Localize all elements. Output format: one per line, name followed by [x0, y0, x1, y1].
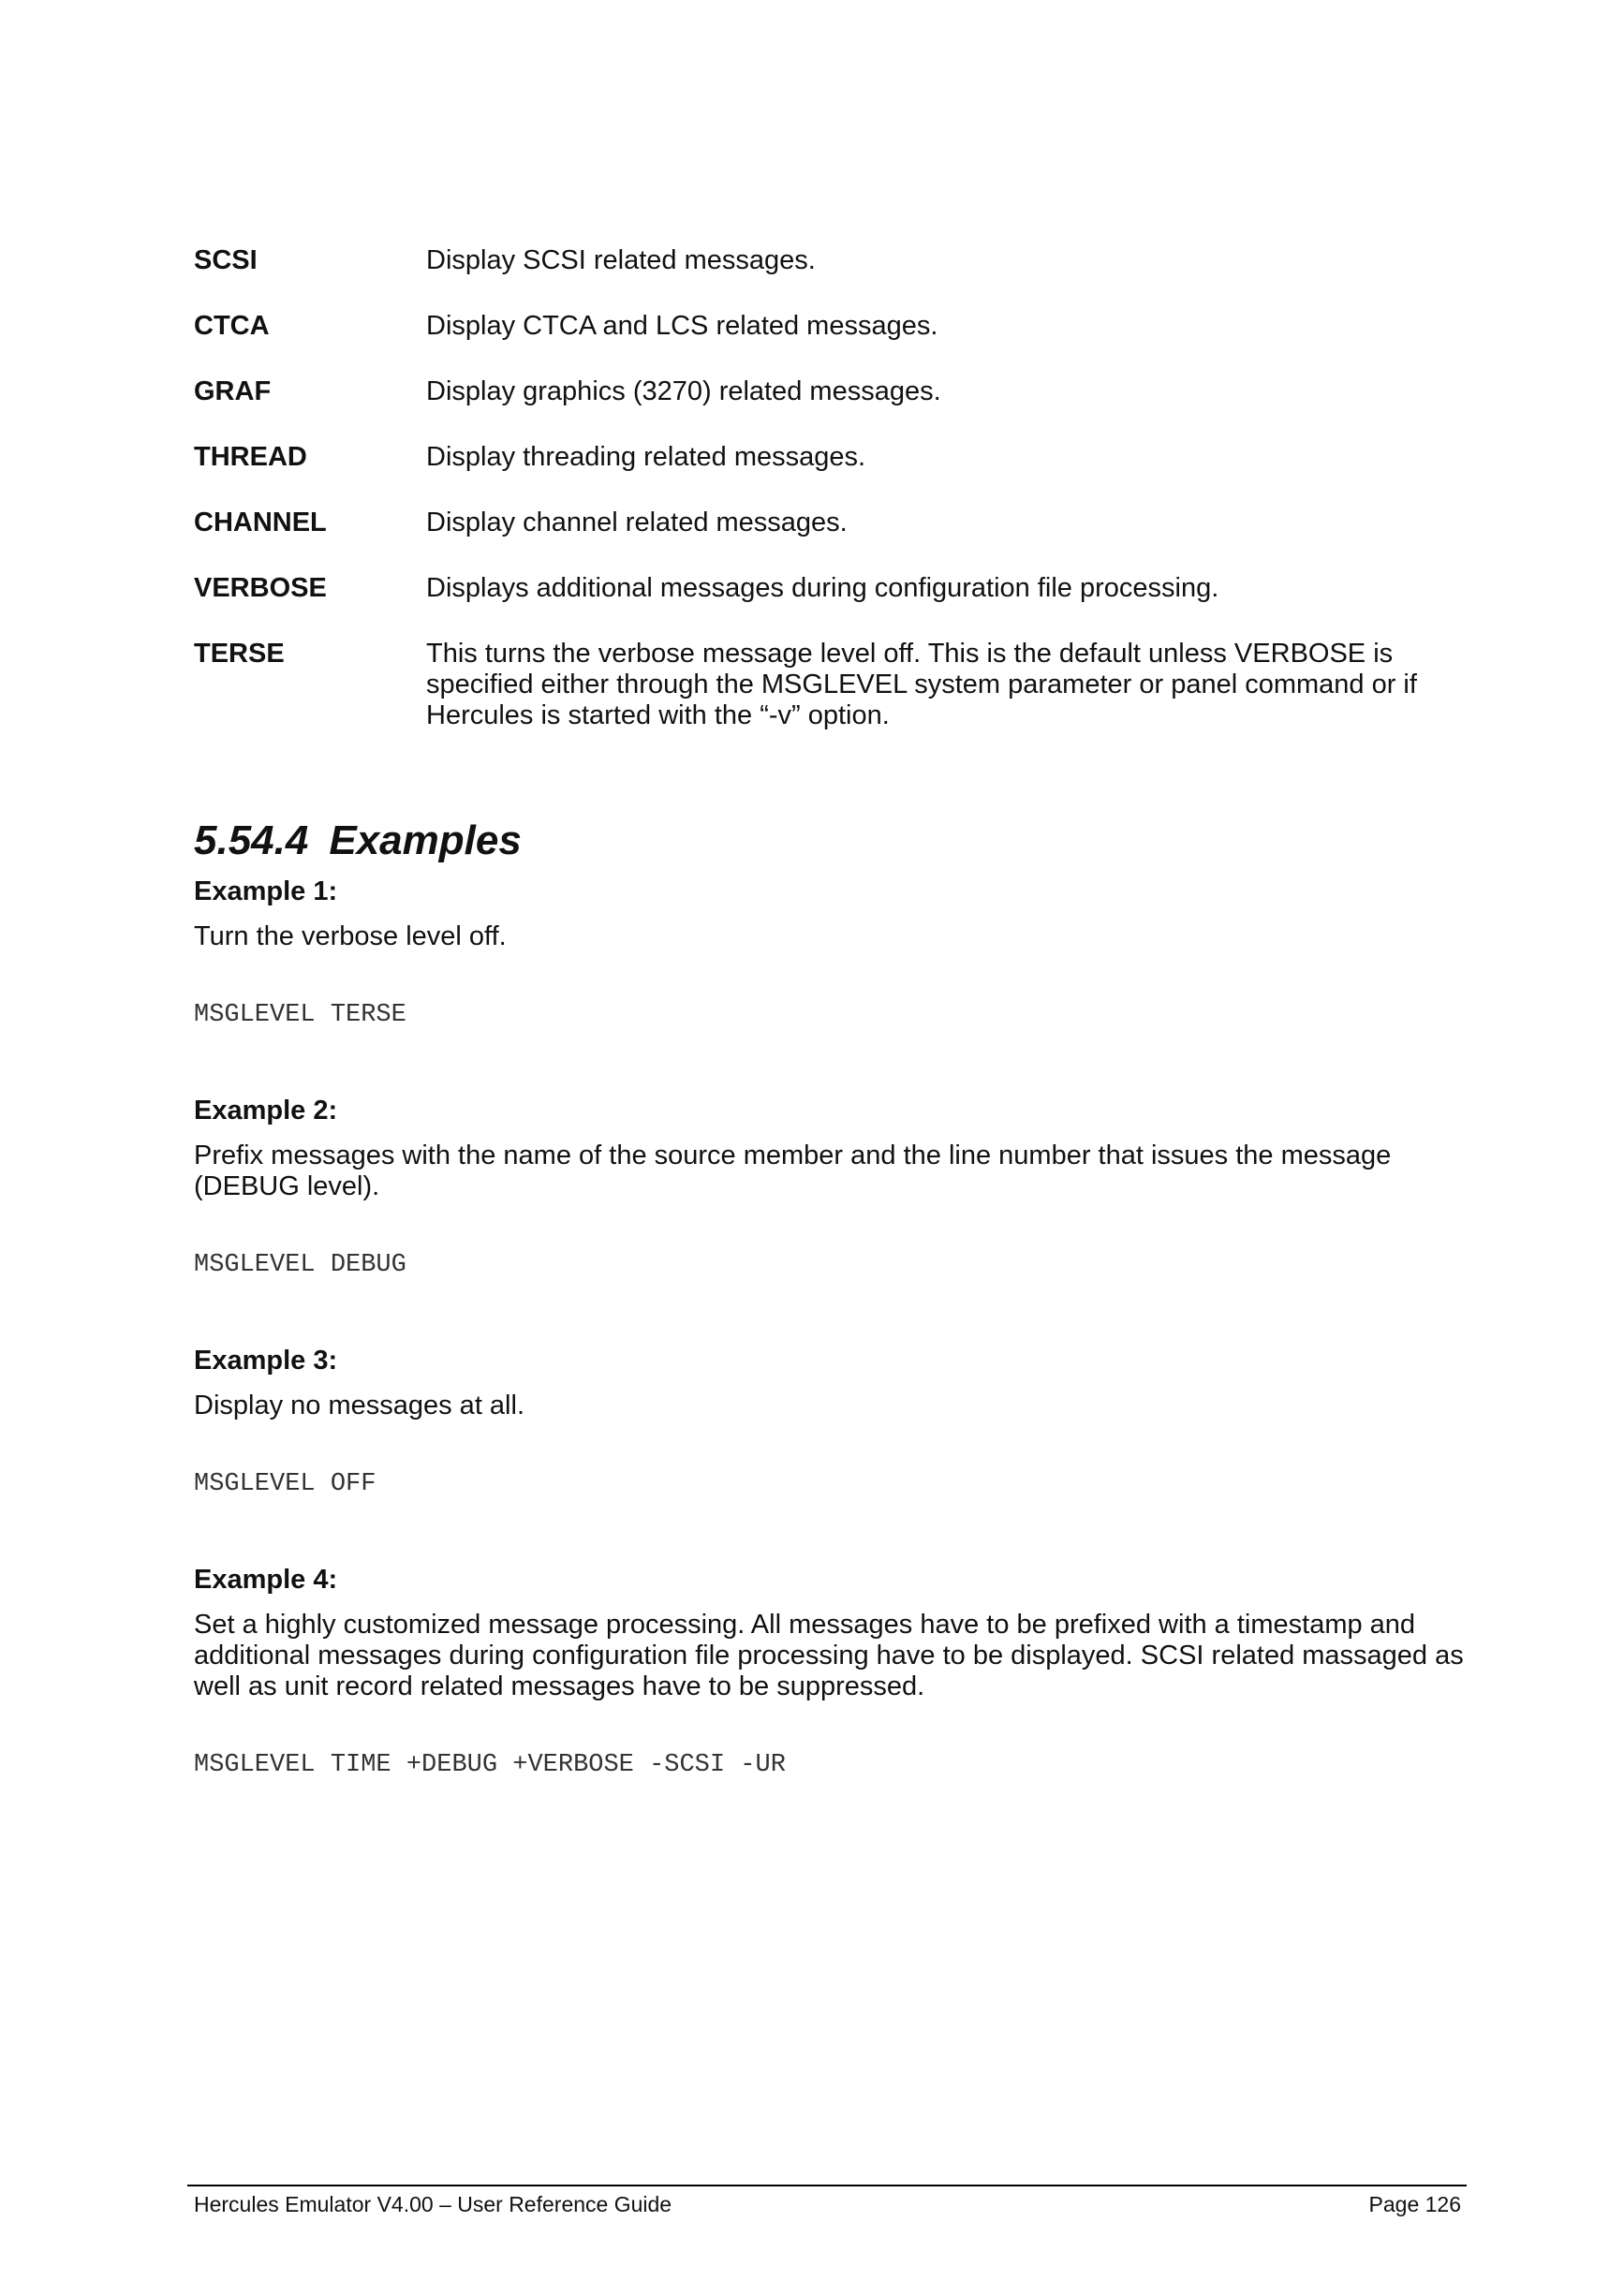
- footer-page-number: Page 126: [1368, 2192, 1461, 2216]
- definition-description: Display channel related messages.: [426, 508, 848, 537]
- message-level-definitions: [194, 245, 1477, 766]
- example-description: Prefix messages with the name of the source member and the line number that issues the message (DEBUG level).: [194, 1141, 1392, 1201]
- example-heading: Example 2:: [194, 1096, 338, 1126]
- footer-divider: [187, 2185, 1467, 2186]
- section-title: Examples: [329, 817, 522, 863]
- example-heading: Example 1:: [194, 876, 338, 906]
- footer-document-title: Hercules Emulator V4.00 – User Reference Guide: [194, 2192, 672, 2216]
- example-code: MSGLEVEL TERSE: [194, 1001, 406, 1029]
- definition-description: Display SCSI related messages.: [426, 245, 816, 275]
- definition-row: [194, 508, 1477, 538]
- example-description: Set a highly customized message processing. All messages have to be prefixed with a timestamp and additional messages during configuration file processing have to be displayed. SCSI related massaged as well as unit record related messages have to be suppressed.: [194, 1610, 1464, 1701]
- definition-row: [194, 376, 1477, 407]
- definition-term: SCSI: [194, 245, 258, 275]
- example-description: Turn the verbose level off.: [194, 921, 507, 951]
- examples-section: [194, 876, 1477, 1845]
- definition-term: VERBOSE: [194, 573, 327, 603]
- definition-row: [194, 442, 1477, 473]
- definition-row: [194, 245, 1477, 276]
- example-code: MSGLEVEL DEBUG: [194, 1251, 406, 1279]
- definition-term: CTCA: [194, 311, 270, 341]
- definition-row: [194, 573, 1477, 604]
- definition-term: CHANNEL: [194, 508, 327, 537]
- definition-row: [194, 639, 1477, 731]
- definition-description: Display graphics (3270) related messages.: [426, 376, 941, 406]
- definition-term: GRAF: [194, 376, 272, 406]
- example-code: MSGLEVEL OFF: [194, 1470, 376, 1498]
- example-heading: Example 4:: [194, 1565, 338, 1595]
- section-heading: [194, 815, 522, 867]
- section-number: 5.54.4: [194, 817, 309, 863]
- definition-description: This turns the verbose message level off. This is the default unless VERBOSE is specified either through the MSGLEVEL system parameter or panel command or if Hercules is started with the “-v” option.: [426, 639, 1417, 730]
- example-description: Display no messages at all.: [194, 1391, 524, 1420]
- definition-description: Displays additional messages during configuration file processing.: [426, 573, 1219, 603]
- definition-term: TERSE: [194, 639, 285, 669]
- definition-description: Display CTCA and LCS related messages.: [426, 311, 938, 341]
- example-code: MSGLEVEL TIME +DEBUG +VERBOSE -SCSI -UR: [194, 1751, 786, 1779]
- example-heading: Example 3:: [194, 1346, 338, 1376]
- definition-term: THREAD: [194, 442, 307, 472]
- definition-description: Display threading related messages.: [426, 442, 866, 472]
- definition-row: [194, 311, 1477, 342]
